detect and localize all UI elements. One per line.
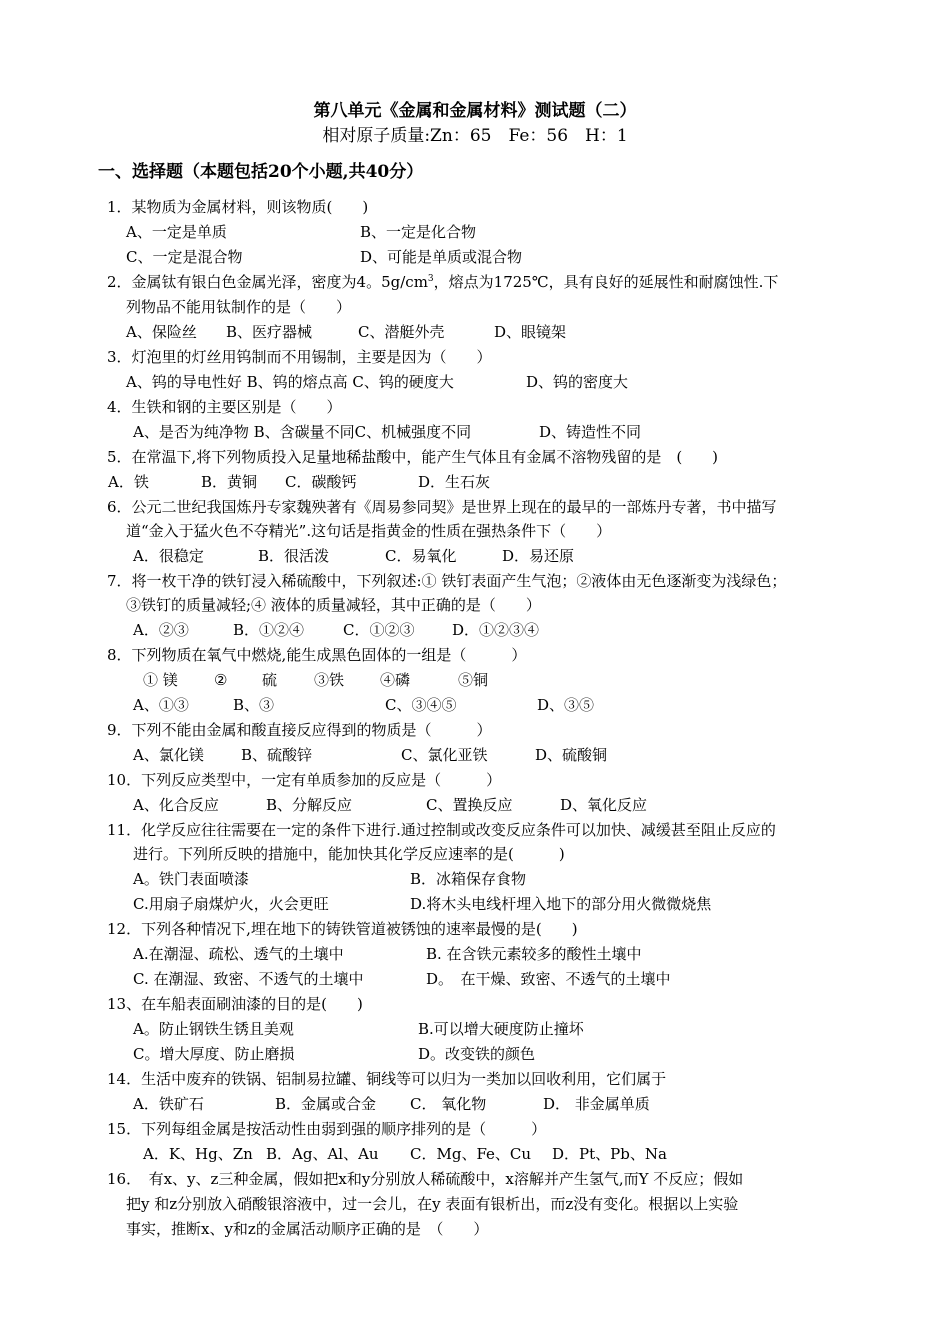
question-6-option-b: B．很活泼 [258,547,330,565]
question-6-option-c: C．易氧化 [385,547,457,565]
question-8-item-2-text: 硫 [262,671,278,689]
question-2-option-d: D、眼镜架 [494,323,567,341]
question-12-option-a: A.在潮湿、疏松、透气的土壤中 [133,945,344,963]
question-3-option-d: D、钨的密度大 [526,373,629,391]
question-2-stem-part: ，熔点为1725℃，具有良好的延展性和耐腐蚀性.下 [433,273,779,291]
question-6-option-a: A．很稳定 [133,547,204,565]
question-8-item-2: ② [214,671,228,689]
question-2-stem-line2: 列物品不能用钛制作的是（ ） [126,298,352,316]
question-9-option-a: A、氯化镁 [133,746,204,764]
question-8-item-3: ③铁 [314,671,345,689]
question-7-stem-line1: 7．将一枚干净的铁钉浸入稀硫酸中，下列叙述:① 铁钉表面产生气泡；②液体由无色逐渐变为浅绿色； [107,572,787,590]
question-13-option-a: A。防止钢铁生锈且美观 [133,1020,294,1038]
question-1-option-a: A、一定是单质 [126,223,227,241]
question-13-option-c: C。增大厚度、防止磨损 [133,1045,295,1063]
question-4-options-abc: A、是否为纯净物 B、含碳量不同C、机械强度不同 [133,423,472,441]
question-1-option-c: C、一定是混合物 [126,248,243,266]
question-11-option-c: C.用扇子扇煤炉火，火会更旺 [133,895,329,913]
question-8-option-b: B、③ [233,696,275,714]
question-15-option-d: D．Pt、Pb、Na [552,1145,667,1163]
question-10-option-d: D、氧化反应 [560,796,648,814]
question-5-stem: 5．在常温下,将下列物质投入足量地稀盐酸中，能产生气体且有金属不溶物残留的是 ( ) [107,448,719,466]
question-2-stem-part: 2．金属钛有银白色金属光泽，密度为4。5g/cm [107,273,428,291]
question-16-stem-line3: 事实，推断x、y和z的金属活动顺序正确的是 （ ） [126,1220,489,1238]
question-12-option-b: B. 在含铁元素较多的酸性土壤中 [426,945,642,963]
question-13-stem: 13、在车船表面刷油漆的目的是( ) [107,995,363,1013]
question-9-option-c: C、氯化亚铁 [401,746,488,764]
question-15-stem: 15．下列每组金属是按活动性由弱到强的顺序排列的是（ ） [107,1120,547,1138]
question-5-option-b: B．黄铜 [201,473,258,491]
question-6-option-d: D．易还原 [502,547,575,565]
question-9-option-d: D、硫酸铜 [535,746,608,764]
question-10-stem: 10．下列反应类型中，一定有单质参加的反应是（ ） [107,771,502,789]
question-7-option-a: A．②③ [133,621,189,639]
question-12-option-d: D。 在干燥、致密、不透气的土壤中 [426,970,671,988]
question-8-item-1: ① 镁 [143,671,178,689]
question-2-option-b: B、医疗器械 [226,323,313,341]
question-4-option-d: D、铸造性不同 [539,423,642,441]
question-8-item-4: ④磷 [380,671,411,689]
question-9-stem: 9．下列不能由金属和酸直接反应得到的物质是（ ） [107,721,492,739]
question-15-option-a: A．K、Hg、Zn [143,1145,253,1163]
question-14-option-c: C． 氧化物 [410,1095,487,1113]
question-2-option-a: A、保险丝 [126,323,197,341]
question-3-stem: 3．灯泡里的灯丝用钨制而不用锡制，主要是因为（ ） [107,348,492,366]
question-5-option-c: C．碳酸钙 [285,473,357,491]
question-16-stem-line1: 16． 有x、y、z三种金属，假如把x和y分别放人稀硫酸中，x溶解并产生氢气,而Y 不反应；假如 [107,1170,744,1188]
question-11-stem-line2: 进行。下列所反映的措施中，能加快其化学反应速率的是( ) [133,845,565,863]
question-7-option-b: B．①②④ [233,621,305,639]
question-14-stem: 14．生活中废弃的铁锅、铝制易拉罐、铜线等可以归为一类加以回收利用，它们属于 [107,1070,667,1088]
question-7-stem-line2: ③铁钉的质量减轻;④ 液体的质量减轻，其中正确的是（ ） [126,596,541,614]
question-8-option-a: A、①③ [133,696,189,714]
question-8-option-d: D、③⑤ [537,696,595,714]
question-10-option-b: B、分解反应 [266,796,353,814]
question-12-option-c: C. 在潮湿、致密、不透气的土壤中 [133,970,364,988]
question-1-stem: 1．某物质为金属材料，则该物质( ) [107,198,369,216]
question-2-stem-line1 [107,271,778,293]
question-6-stem-line2: 道“金入于猛火色不夺精光”.这句话是指黄金的性质在强热条件下（ ） [126,522,612,540]
question-1-option-b: B、一定是化合物 [360,223,477,241]
question-10-option-c: C、置换反应 [426,796,513,814]
question-13-option-b: B.可以增大硬度防止撞坏 [418,1020,584,1038]
question-8-option-c: C、③④⑤ [385,696,457,714]
question-11-stem-line1: 11．化学反应往往需要在一定的条件下进行.通过控制或改变反应条件可以加快、减缓甚至阻止反应的 [107,821,776,839]
question-16-stem-line2: 把y 和z分别放入硝酸银溶液中，过一会儿，在y 表面有银析出，而z没有变化。根据以上实验 [126,1195,739,1213]
question-14-option-a: A．铁矿石 [133,1095,204,1113]
question-1-option-d: D、可能是单质或混合物 [360,248,523,266]
section-heading: 一、选择题（本题包括20个小题,共40分） [98,162,424,182]
question-8-stem: 8．下列物质在氧气中燃烧,能生成黑色固体的一组是（ ） [107,646,527,664]
question-9-option-b: B、硫酸锌 [241,746,313,764]
question-3-options-abc: A、钨的导电性好 B、钨的熔点高 C、钨的硬度大 [126,373,454,391]
question-11-option-d: D.将木头电线杆埋入地下的部分用火微微烧焦 [410,895,712,913]
page-title: 第八单元《金属和金属材料》测试题（二） [313,101,637,121]
question-7-option-d: D．①②③④ [452,621,540,639]
question-8-item-5: ⑤铜 [458,671,489,689]
question-10-option-a: A、化合反应 [133,796,219,814]
question-11-option-a: A。铁门表面喷漆 [133,870,249,888]
question-7-option-c: C．①②③ [343,621,415,639]
question-6-stem-line1: 6．公元二世纪我国炼丹专家魏殃著有《周易参同契》是世界上现在的最早的一部炼丹专著，书中描写 [107,498,777,516]
question-12-stem: 12．下列各种情况下,埋在地下的铸铁管道被锈蚀的速率最慢的是( ) [107,920,578,938]
question-14-option-b: B．金属或合金 [275,1095,377,1113]
question-2-option-c: C、潜艇外壳 [358,323,445,341]
question-5-option-d: D．生石灰 [418,473,491,491]
question-5-option-a: A．铁 [108,473,149,491]
superscript: 3 [427,274,434,284]
question-13-option-d: D。改变铁的颜色 [418,1045,536,1063]
page-subtitle: 相对原子质量:Zn：65 Fe：56 H：1 [322,126,628,146]
question-4-stem: 4．生铁和钢的主要区别是（ ） [107,398,342,416]
question-14-option-d: D． 非金属单质 [543,1095,650,1113]
question-15-option-b: B．Ag、Al、Au [266,1145,379,1163]
question-15-option-c: C．Mg、Fe、Cu [410,1145,532,1163]
question-11-option-b: B．冰箱保存食物 [410,870,527,888]
